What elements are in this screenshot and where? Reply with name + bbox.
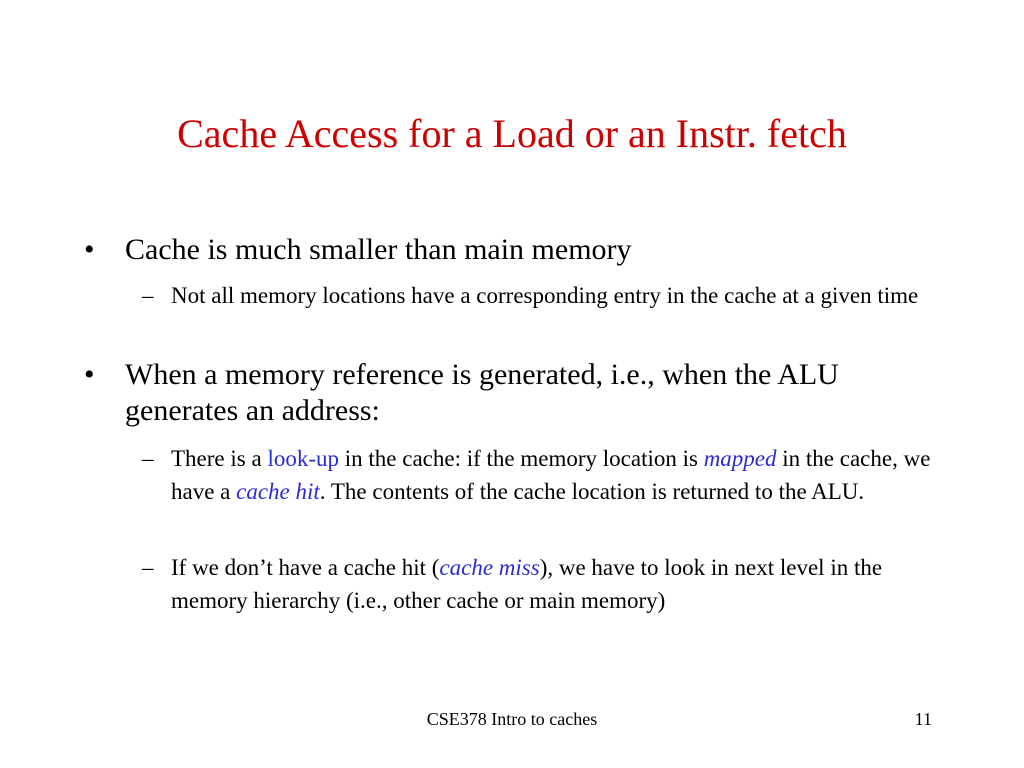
page-number: 11 bbox=[914, 709, 932, 729]
sub-bullet-marker: – bbox=[142, 283, 154, 308]
sub-bullet-item bbox=[142, 551, 942, 617]
highlight-term: mapped bbox=[703, 446, 777, 471]
bullet-text: When a memory reference is generated, i.e., when the ALU generates an address: bbox=[125, 358, 839, 427]
footer-title: CSE378 Intro to caches bbox=[426, 709, 598, 729]
sub-bullet-text bbox=[171, 442, 942, 508]
sub-bullet-item bbox=[142, 279, 942, 312]
bullet-item bbox=[84, 357, 944, 429]
slide-title: Cache Access for a Load or an Instr. fetch bbox=[177, 111, 847, 156]
bullet-text: Cache is much smaller than main memory bbox=[125, 233, 632, 266]
sub-bullet-item bbox=[142, 442, 942, 508]
text-run: in the cache, we have a bbox=[171, 446, 931, 504]
highlight-term: look-up bbox=[267, 446, 339, 471]
text-run: in the cache: if the memory location is bbox=[339, 446, 704, 471]
text-run: ), we have to look in next level in the memory hierarchy (i.e., other cache or main memory) bbox=[171, 555, 883, 613]
sub-bullet-marker: – bbox=[142, 446, 154, 471]
highlight-term: cache miss bbox=[439, 555, 540, 580]
bullet-item bbox=[84, 232, 944, 268]
bullet-marker: • bbox=[84, 358, 95, 391]
text-run: . The contents of the cache location is returned to the ALU. bbox=[319, 479, 865, 504]
bullet-marker: • bbox=[84, 233, 95, 266]
text-run: If we don’t have a cache hit ( bbox=[171, 555, 440, 580]
sub-bullet-text: Not all memory locations have a corresponding entry in the cache at a given time bbox=[171, 283, 919, 308]
sub-bullet-marker: – bbox=[142, 555, 154, 580]
text-run: There is a bbox=[171, 446, 268, 471]
highlight-term: cache hit bbox=[236, 479, 320, 504]
sub-bullet-text bbox=[171, 551, 942, 617]
